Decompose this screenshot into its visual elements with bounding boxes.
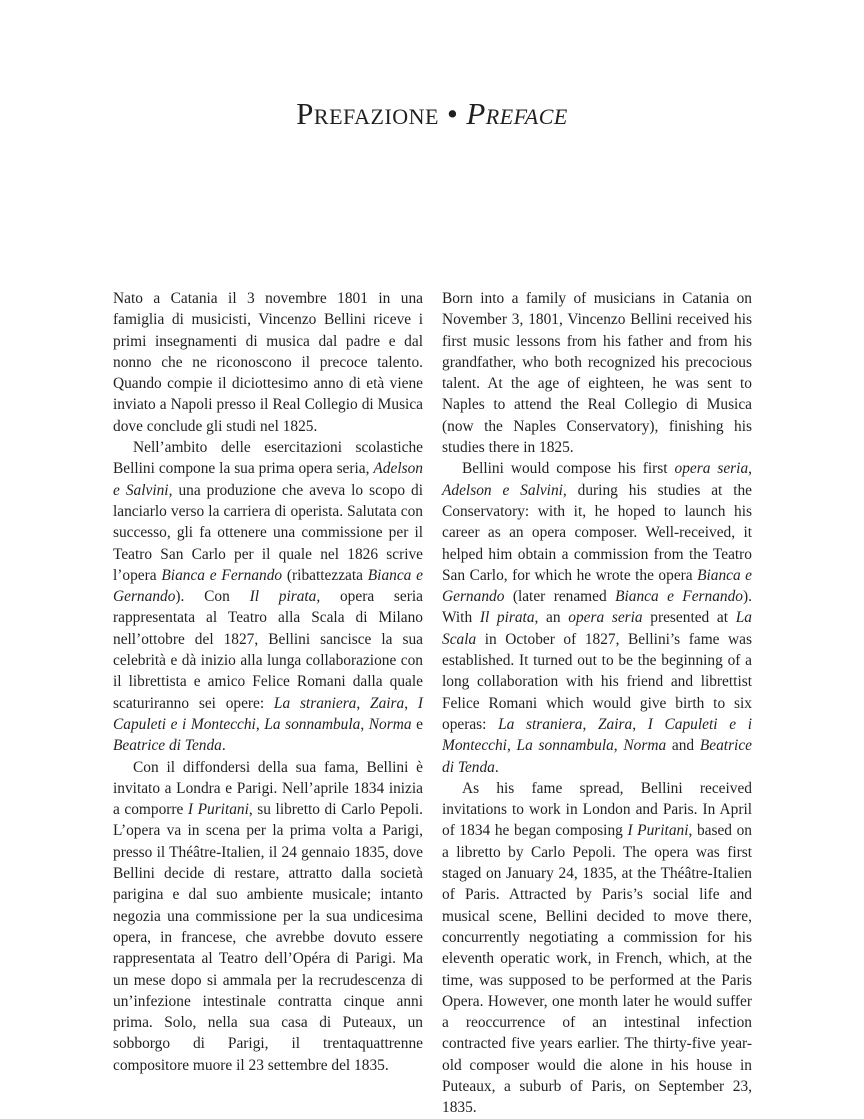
english-paragraph-2 bbox=[442, 458, 752, 777]
text-run: , bbox=[506, 737, 517, 755]
italic-title: Adelson e Salvini, bbox=[442, 481, 567, 499]
text-run: in October of 1827, Bellini’s fame was established. It turned out to be the beginning of a long collaboration with his friend and librettist Felice Romani which would give birth to six operas: bbox=[442, 630, 752, 733]
text-run: (ribattezzata bbox=[282, 566, 368, 584]
italic-title: Norma bbox=[368, 715, 412, 733]
italic-title: Bianca e Gernando bbox=[113, 566, 423, 606]
italian-paragraph-3 bbox=[113, 757, 423, 1076]
text-run: , bbox=[582, 715, 598, 733]
text-run: , bbox=[748, 460, 752, 478]
italic-title: Il pirata, bbox=[249, 588, 321, 606]
italic-title: I Capuleti e i Montecchi bbox=[442, 715, 752, 755]
italic-title: Norma bbox=[623, 737, 667, 755]
text-run: , based on a libretto by Carlo Pepoli. The opera was first staged on January 24, 1835, at the Théâtre-Italien of Paris. Attracted by Paris’s social life and musical scene, Bellini decided to move there, concurrently negotiating a commission for his eleventh operatic work, in French, which, at the time, was supposed to be performed at the Paris Opera. However, one month later he would suffer a reoccurrence of an intestinal infection contracted five years earlier. The thirty-five year-old composer would die alone in his house in Puteaux, a suburb of Paris, on September 23, 1835. bbox=[442, 822, 752, 1117]
italic-title: I Capuleti e i Montecchi bbox=[113, 694, 423, 733]
italic-title: Adelson e Salvini, bbox=[113, 460, 423, 499]
text-run: , bbox=[255, 715, 265, 733]
italic-title: Bianca e Fernando bbox=[615, 588, 744, 606]
text-run: Bellini would compose his first bbox=[462, 460, 675, 478]
italic-title: Il pirata bbox=[479, 609, 535, 627]
text-run: ). Con bbox=[175, 588, 250, 606]
text-run: . bbox=[221, 737, 226, 755]
text-run: , bbox=[360, 715, 369, 733]
text-run: una produzione che aveva lo scopo di lanciarlo verso la carriera di operista. Salutata con successo, gli fa ottenere una commissione per il Teatro San Carlo per il quale nel 1826 scrive l’opera bbox=[113, 481, 423, 584]
text-run: (later renamed bbox=[504, 588, 616, 606]
text-run: , bbox=[356, 694, 371, 712]
text-run: , bbox=[632, 715, 648, 733]
english-paragraph-1: Born into a family of musicians in Catania on November 3, 1801, Vincenzo Bellini received his first music lessons from his father and from his grandfather, who both recognized his precocious talent. At the age of eighteen, he was sent to Naples to attend the Real Collegio di Musica (now the Naples Conservatory), finishing his studies there in 1825. bbox=[442, 290, 752, 457]
italic-title: opera seria bbox=[568, 609, 643, 627]
italic-title: La sonnambula bbox=[516, 737, 614, 755]
italic-title: La straniera bbox=[273, 694, 357, 712]
italic-title: Bianca e Fernando bbox=[161, 566, 283, 584]
italic-title: Beatrice di Tenda bbox=[442, 737, 752, 776]
text-run: presented at bbox=[642, 609, 736, 627]
text-run: e bbox=[411, 715, 423, 733]
italic-title: Zaira bbox=[598, 715, 633, 733]
english-column bbox=[442, 288, 752, 1119]
text-run: , bbox=[404, 694, 418, 712]
text-run: , bbox=[613, 737, 624, 755]
italian-column bbox=[113, 288, 423, 1076]
italic-title: I Puritani bbox=[187, 801, 249, 819]
italic-title: opera seria bbox=[674, 460, 749, 478]
italic-title: Bianca e Gernando bbox=[442, 566, 753, 606]
text-run: As his fame spread, Bellini received invitations to work in London and Paris. In April of 1834 he began composing bbox=[442, 779, 752, 840]
english-paragraph-3 bbox=[442, 778, 752, 1119]
text-run: during his studies at the Conservatory: with it, he hoped to launch his career as an opera composer. Well-received, it helped him obtain a commission from the Teatro San Carlo, for which he wrote the opera bbox=[442, 481, 753, 584]
page-title bbox=[0, 96, 864, 132]
text-run: Con il diffondersi della sua fama, Bellini è invitato a Londra e Parigi. Nell’aprile 1834 inizia a comporre bbox=[113, 758, 423, 819]
italic-title: I Puritani bbox=[627, 822, 689, 840]
text-run: opera seria rappresentata al Teatro alla Scala di Milano nell’ottobre del 1827, Bellini sancisce la sua celebrità e dà inizio alla lunga collaborazione con il librettista e amico Felice Romani dalla quale scaturiranno sei opere: bbox=[113, 588, 423, 712]
text-run: and bbox=[666, 737, 700, 755]
italic-title: La straniera bbox=[498, 715, 583, 733]
text-run: ). With bbox=[442, 588, 752, 627]
title-italian: Prefazione bbox=[296, 96, 439, 131]
text-run: Nell’ambito delle esercitazioni scolastiche Bellini compone la sua prima opera seria, bbox=[113, 439, 423, 478]
text-run: , an bbox=[534, 609, 569, 627]
italic-title: La Scala bbox=[442, 609, 752, 648]
italic-title: Beatrice di Tenda bbox=[113, 737, 222, 755]
italian-paragraph-2 bbox=[113, 437, 423, 756]
italic-title: Zaira bbox=[370, 694, 405, 712]
italic-title: La sonnambula bbox=[264, 715, 361, 733]
title-english: Preface bbox=[466, 96, 568, 131]
italian-paragraph-1: Nato a Catania il 3 novembre 1801 in una famiglia di musicisti, Vincenzo Bellini riceve i primi insegnamenti di musica dal padre e dal nonno che ne riconoscono il precoce talento. Quando compie il diciottesimo anno di età viene inviato a Napoli presso il Real Collegio di Musica dove conclude gli studi nel 1825. bbox=[113, 290, 423, 435]
text-run: . bbox=[494, 758, 499, 776]
title-separator: • bbox=[447, 96, 459, 131]
text-run: , su libretto di Carlo Pepoli. L’opera va in scena per la prima volta a Parigi, presso il Théâtre-Italien, il 24 gennaio 1835, dove Bellini decide di restare, attratto dalla società parigina e dal suo ambiente musicale; intanto negozia una commissione per la sua undicesima opera, in francese, che avrebbe dovuto essere rappresentata al Teatro dell’Opéra di Parigi. Ma un mese dopo si ammala per la recrudescenza di un’infezione intestinale contratta cinque anni prima. Solo, nella sua casa di Puteaux, un sobborgo di Parigi, il trentaquattrenne compositore muore il 23 settembre del 1835. bbox=[113, 801, 423, 1074]
